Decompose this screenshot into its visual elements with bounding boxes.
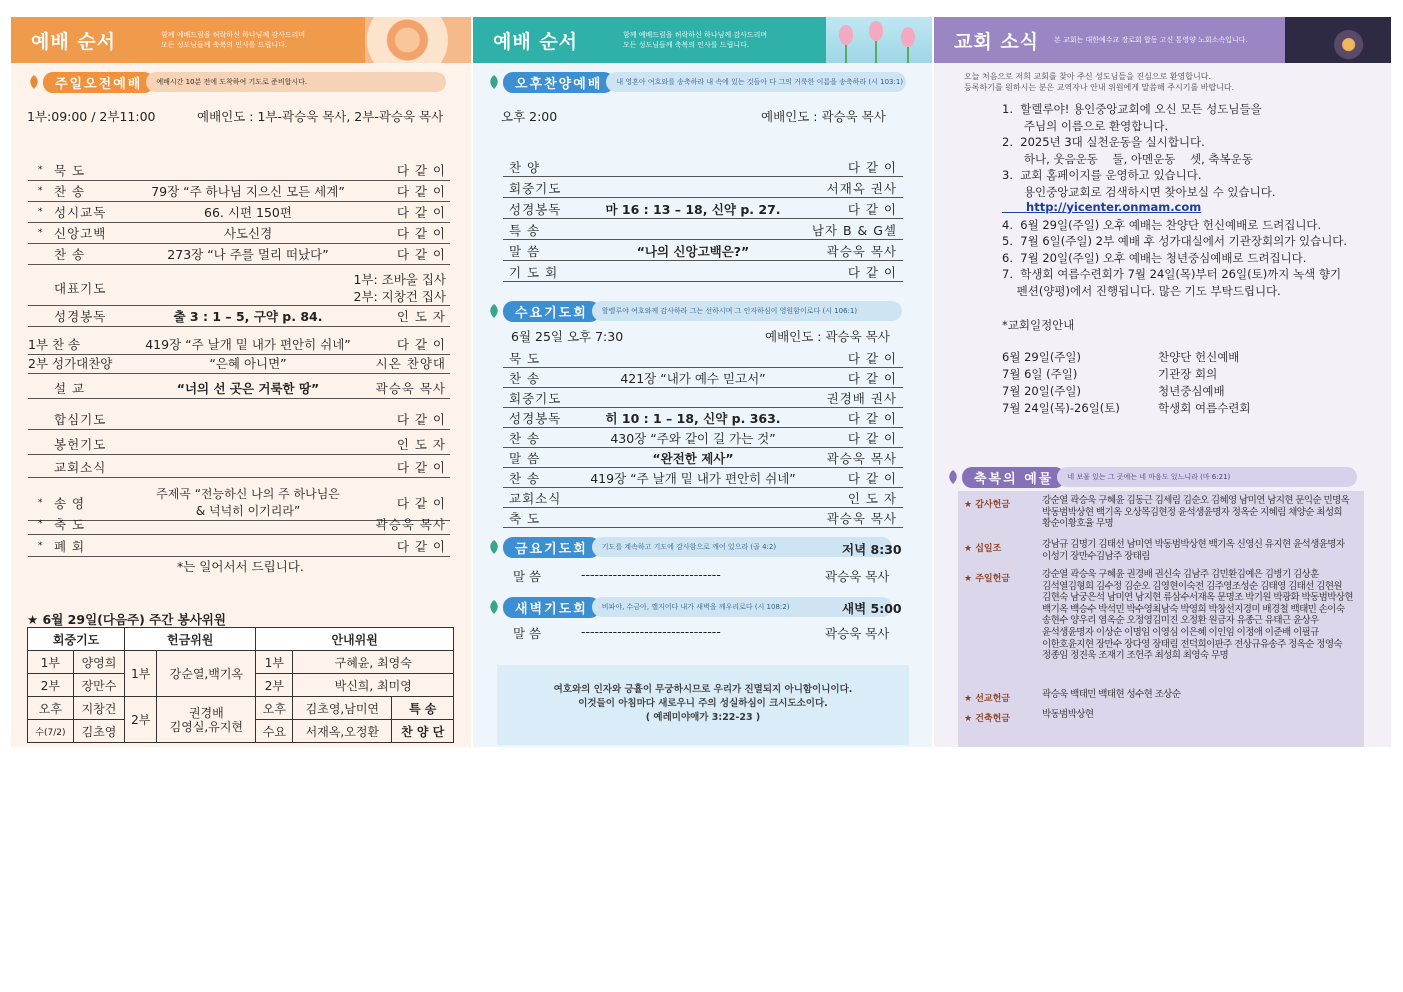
duty-header-usher: 안내위원 [256,628,454,651]
order-row [28,536,450,557]
order-item-name: 말 씀 [509,243,541,259]
offering-names: 강순열 곽승욱 구혜윤 권경배 권신숙 김남주 김민환김예은 김병기 김상훈 김석열김형희 김수정 김순오 김영현이숙전 김주영조성순 김태영 김태선 김현원 김현숙 남궁은석 남미연 남지현 류삼수서재옥 문명조 박기원 박광화 박동범박상현 백기옥 백승수 박석민 박수영최남숙 박영희 박창선지경미 배경철 백태민 손이숙 송현수 양우리 염옥순 오정영김미진 오정환 원금자 유종근 유태근 윤상우 윤석생윤명자 이상순 이명임 이영심 이은혜 이인임 이정애 이준배 이필규 이한호윤지현 장만수 장다영 장태림 전덕희이판주 전상규유송주 정옥순 정영숙 정종임 정진욱 조재기 조헌주 최성희 최영숙 무명 [1042,569,1353,662]
section-header-friday [487,537,892,557]
duty-table: 회중기도 헌금위원 안내위원 1부 양영희 1부 강순열,백기옥 1부 구혜윤, 최영숙 2부 장만수 2부 박신희, 최미영 오후 지창건 2부 권경배 김영실,유지현 오후 김초영,남미연 특 송 수(7/2) 김초영 수요 서재옥,오정환 찬 양 단 [27,627,454,743]
order-row [28,160,450,181]
offering-label: ★ 십일조 [964,544,1002,554]
column-other-services [473,17,932,747]
welcome-text: 오늘 처음으로 저희 교회를 찾아 주신 성도님들을 진심으로 환영합니다. 등록하기를 원하시는 분은 교역자나 안내 위원에게 말씀해 주시기를 바랍니다. [964,72,1235,92]
schedule-date: 7월 24일(목)-26일(토) [1002,401,1120,415]
order-item-who: 다 같 이 [396,460,446,475]
order-row [28,244,450,265]
order-item-who: 서재옥 권사 [826,180,897,196]
order-item-who: 다 같 이 [396,226,446,241]
order-row [28,306,450,327]
section-note: 네 보물 있는 그 곳에는 네 마음도 있느니라 (마 6:21) [1057,467,1357,487]
order-item-who: 다 같 이 [396,247,446,262]
order-item-who: 권경배 권사 [826,390,897,406]
order-item-who: 시온 찬양대 [375,356,446,371]
news-line: 2. 2025년 3대 실천운동을 실시합니다. [1002,135,1205,149]
content-line: 주제곡 “전능하신 나의 주 하나님은 [156,486,340,501]
order-row [503,448,903,468]
order-row [503,388,903,408]
section-title: 수요기도회 [503,301,600,322]
order-row [503,262,903,282]
order-row [503,508,903,528]
banner-subtitle: 함께 예배드림을 허락하신 하나님께 감사드리며 모든 성도님들께 축복의 인사를 드립니다. [161,31,306,49]
content-line: & 넉넉히 이기리라” [195,503,301,518]
schedule-date: 7월 20일(주일) [1002,384,1082,398]
schedule-date: 7월 6일 (주일) [1002,367,1078,381]
order-item-name: 특 송 [509,222,541,238]
service-times: 1부:09:00 / 2부11:00 [27,109,156,124]
section-header-afternoon [487,72,906,92]
schedule-event: 학생회 여름수련회 [1158,401,1251,415]
order-item-who: 다 같 이 [396,412,446,427]
order-item-who: 다 같 이 [396,184,446,199]
schedule-title: *교회일정안내 [1002,318,1075,332]
offering-label: ★ 감사헌금 [964,500,1010,510]
order-row [28,409,450,430]
order-item-name: 1부 찬 송 [28,337,81,352]
order-row [28,223,450,244]
column-church-news [934,17,1391,747]
order-item-who: 남자 B & G셀 [811,222,897,238]
order-row [503,348,903,368]
offering-label: ★ 건축헌금 [964,714,1010,724]
order-item-name: 성경봉독 [509,410,562,426]
dawn-time: 새벽 5:00 [842,601,902,616]
order-item-name: 찬 송 [509,370,541,386]
order-item-name: 대표기도 [54,280,107,296]
news-line: 6. 7월 20일(주일) 오후 예배는 청년중심예배로 드려집니다. [1002,250,1307,265]
news-line: 7. 학생회 여름수련회가 7월 24일(목)부터 26일(토)까지 녹색 향기 [1002,267,1342,281]
order-item-name: 교회소식 [509,490,562,506]
friday-time: 저녁 8:30 [842,542,902,557]
who-line: 2부: 지창건 집사 [353,288,446,304]
friday-dash: ------------------------------- [581,567,721,582]
order-item-name: 성시교독 [54,205,107,220]
section-header-sunday [27,72,446,92]
leaf-icon [487,74,501,90]
offering-names: 강남규 김명기 김태선 남미연 박동범박상현 백기옥 신영신 유지현 윤석생윤명자 이성기 장만수김남주 장태림 [1042,539,1345,562]
leaf-icon [487,539,501,555]
homepage-link[interactable]: http://yicenter.onmam.com [1002,200,1202,214]
news-line: 하나, 웃음운동 둘, 아멘운동 셋, 축복운동 [1002,151,1253,166]
order-item-who: 다 같 이 [396,495,446,511]
order-item-who: 곽승욱 목사 [826,450,897,466]
order-row [28,270,450,306]
order-item-content: 마 16 : 13 – 18, 신약 p. 27. [605,201,781,217]
order-row [28,434,450,455]
standing-mark: * [38,497,43,508]
banner-subtitle: 본 교회는 대한예수교 장로회 합동 고신 통영양 노회소속입니다. [1054,36,1248,44]
verse-box: 여호와의 인자와 긍휼이 무궁하시므로 우리가 진멸되지 아니함이니이다. 이것들이 아침마다 새로우니 주의 성실하심이 크시도소이다. ( 예레미야애가 3:22-23 ) [497,665,909,745]
order-item-who: 곽승욱 목사 [826,243,897,259]
section-note: 예배시간 10분 전에 도착하여 기도로 준비합시다. [146,72,446,92]
offering-names: 강순열 곽승욱 구혜윤 김동근 김세림 김순오 김혜영 남미연 남지현 문익순 민명옥 박동범박상현 백기옥 오상목김현정 윤석생윤명자 정옥순 지혜림 채양순 최성희 황순이황호율 무명 [1042,495,1350,530]
order-item-who: 곽승욱 목사 [375,381,446,396]
order-item-name: 찬 송 [54,184,86,199]
service-leader: 예배인도 : 1부-곽승욱 목사, 2부-곽승욱 목사 [197,109,444,124]
schedule-event: 청년중심예배 [1158,384,1225,398]
order-item-content: “은혜 아니면” [209,356,287,371]
order-row [503,157,903,177]
order-item-name: 말 씀 [509,450,541,466]
order-item-name: 찬 송 [509,470,541,486]
order-item-name: 송 영 [54,495,86,511]
order-item-who: 다 같 이 [396,205,446,220]
duty-header-prayer: 회중기도 [28,628,125,651]
section-header-offering [946,467,1357,487]
order-item-content: 273장 “나 주를 멀리 떠났다” [167,247,329,262]
standing-mark: * [38,186,43,196]
order-row [503,241,903,261]
order-row [28,181,450,202]
offering-2-names: 권경배 김영실,유지현 [157,697,256,743]
order-row [503,408,903,428]
order-item-who: 곽승욱 목사 [826,510,897,526]
order-item-name: 합심기도 [54,412,107,427]
banner-title: 예배 순서 [493,30,579,53]
banner-title: 교회 소식 [954,30,1040,53]
order-item-content: 430장 “주와 같이 길 가는 것” [610,430,776,446]
standing-mark: * [38,519,43,529]
order-row [503,428,903,448]
standing-mark: * [38,207,43,217]
banner-3 [934,17,1391,63]
order-row [503,199,903,219]
order-item-who: 다 같 이 [847,370,897,386]
section-note: 할렐루야 여호와께 감사하라 그는 선하시며 그 인자하심이 영원함이로다 (시 106:1) [592,301,902,321]
order-item-who: 다 같 이 [847,430,897,446]
order-item-name: 설 교 [54,381,86,396]
news-line: 1. 할렐루야! 용인중앙교회에 오신 모든 성도님들을 [1002,102,1262,116]
order-row [503,368,903,388]
section-note: 내 영혼아 여호와를 송축하라 내 속에 있는 것들아 다 그의 거룩한 이름을 송축하라 (시 103:1) [606,72,906,92]
section-title: 오후찬양예배 [503,72,614,93]
standing-mark: * [38,165,43,175]
lantern-image [1285,17,1391,63]
order-item-who [353,271,446,305]
leaf-icon [487,303,501,319]
order-row [28,353,450,374]
schedule-date: 6월 29일(주일) [1002,350,1082,364]
order-item-name: 기 도 회 [509,264,559,280]
leaf-icon [487,599,501,615]
section-title: 새벽기도회 [503,597,600,618]
order-item-name: 묵 도 [54,163,86,178]
order-item-content: 출 3 : 1 – 5, 구약 p. 84. [173,309,323,324]
order-item-content: 79장 “주 하나님 지으신 모든 세계” [151,184,345,199]
leaf-icon [27,74,41,90]
news-line: 용인중앙교회로 검색하시면 찾아보실 수 있습니다. [1002,184,1276,199]
order-item-who: 다 같 이 [847,410,897,426]
order-item-content: 419장 “주 날개 밑 내가 편안히 쉬네” [590,470,796,486]
duty-header-offering: 헌금위원 [125,628,256,651]
order-item-who: 다 같 이 [396,163,446,178]
flowers-image [365,17,471,63]
offering-names: 박동범박상현 [1042,709,1094,720]
order-item-who: 인 도 자 [396,309,446,324]
order-row [503,468,903,488]
order-row [28,514,450,535]
order-item-who: 다 같 이 [847,470,897,486]
banner-title: 예배 순서 [31,30,117,53]
order-row [503,488,903,508]
order-item-who: 다 같 이 [396,337,446,352]
order-item-name: 신앙고백 [54,226,107,241]
order-item-name: 교회소식 [54,460,107,475]
order-row [503,178,903,198]
order-item-who: 인 도 자 [847,490,897,506]
wednesday-leader: 예배인도 : 곽승욱 목사 [765,329,890,344]
order-item-name: 성경봉독 [509,201,562,217]
section-title: 축복의 예물 [962,467,1065,488]
order-row [28,378,450,399]
standing-mark: * [38,541,43,551]
order-row [28,334,450,355]
order-item-content: “나의 신앙고백은?” [636,243,750,259]
order-item-name: 찬 양 [509,159,541,175]
offering-names: 곽승욱 백태민 백태현 성수현 조상순 [1042,689,1181,700]
order-row [28,202,450,223]
order-item-who: 다 같 이 [396,539,446,554]
order-item-who: 다 같 이 [847,264,897,280]
order-item-name: 봉헌기도 [54,437,107,452]
section-note: 기도를 계속하고 기도에 감사함으로 깨어 있으라 (골 4:2) [592,537,892,557]
order-item-who: 다 같 이 [847,201,897,217]
dawn-who: 곽승욱 목사 [825,626,890,641]
order-item-name: 폐 회 [54,539,86,554]
banner-subtitle: 함께 예배드림을 허락하신 하나님께 감사드리며 모든 성도님들께 축복의 인사를 드립니다. [623,31,768,49]
section-title: 주일오전예배 [43,72,154,93]
order-item-who: 다 같 이 [847,350,897,366]
order-item-content: 419장 “주 날개 밑 내가 편안히 쉬네” [145,337,351,352]
order-item-name: 2부 성가대찬양 [28,356,113,371]
news-line: 펜션(양평)에서 진행됩니다. 많은 기도 부탁드립니다. [1002,283,1281,298]
offering-label: ★ 선교헌금 [964,694,1010,704]
order-item-name: 찬 송 [54,247,86,262]
afternoon-leader: 예배인도 : 곽승욱 목사 [761,109,886,124]
schedule-event: 찬양단 헌신예배 [1158,350,1240,364]
order-item-content: 사도신경 [223,226,273,241]
order-item-content: 66. 시편 150편 [204,205,292,220]
standing-mark: * [38,228,43,238]
order-item-content: “완전한 제사” [652,450,734,466]
who-line: 1부: 조바울 집사 [353,271,446,287]
banner-1 [11,17,471,63]
afternoon-time: 오후 2:00 [501,109,558,124]
order-item-content: “너의 선 곳은 거룩한 땅” [176,381,320,396]
news-line: 주님의 이름으로 환영합니다. [1002,118,1169,133]
order-item-name: 회중기도 [509,390,562,406]
news-line: 3. 교회 홈페이지를 운영하고 있습니다. [1002,168,1202,182]
offering-label: ★ 주일헌금 [964,574,1010,584]
section-header-wednesday [487,301,902,321]
tulips-image [826,17,932,63]
order-item-name: 축 도 [509,510,541,526]
section-note: 비파야, 수금아, 깰지어다 내가 새벽을 깨우리로다 (시 108:2) [592,597,892,617]
order-item-name: 회중기도 [509,180,562,196]
dawn-item: 말 씀 [513,626,542,641]
order-row [503,220,903,240]
column-sunday-morning [11,17,471,747]
order-item-content: 421장 “내가 예수 믿고서” [620,370,766,386]
order-item-who: 다 같 이 [847,159,897,175]
order-row [28,457,450,478]
friday-item: 말 씀 [513,569,542,584]
wednesday-time: 6월 25일 오후 7:30 [511,329,624,344]
schedule-event: 기관장 회의 [1158,367,1218,381]
order-item-name: 성경봉독 [54,309,107,324]
duty-title: ★ 6월 29일(다음주) 주간 봉사위원 [27,612,226,627]
order-item-who: 인 도 자 [396,437,446,452]
order-item-content: 히 10 : 1 – 18, 신약 p. 363. [605,410,781,426]
order-item-name: 찬 송 [509,430,541,446]
section-title: 금요기도회 [503,537,600,558]
news-line: 5. 7월 6일(주일) 2부 예배 후 성가대실에서 기관장회의가 있습니다. [1002,234,1348,248]
order-item-name: 축 도 [54,517,86,532]
order-item-who: 곽승욱 목사 [375,517,446,532]
standing-note: *는 일어서서 드립니다. [177,559,304,574]
friday-who: 곽승욱 목사 [825,569,890,584]
order-item-name: 묵 도 [509,350,541,366]
leaf-icon [946,469,960,485]
section-header-dawn [487,597,892,617]
dawn-dash: ------------------------------- [581,624,721,639]
news-line: 4. 6월 29일(주일) 오후 예배는 찬양단 헌신예배로 드려집니다. [1002,217,1322,232]
banner-2 [473,17,932,63]
